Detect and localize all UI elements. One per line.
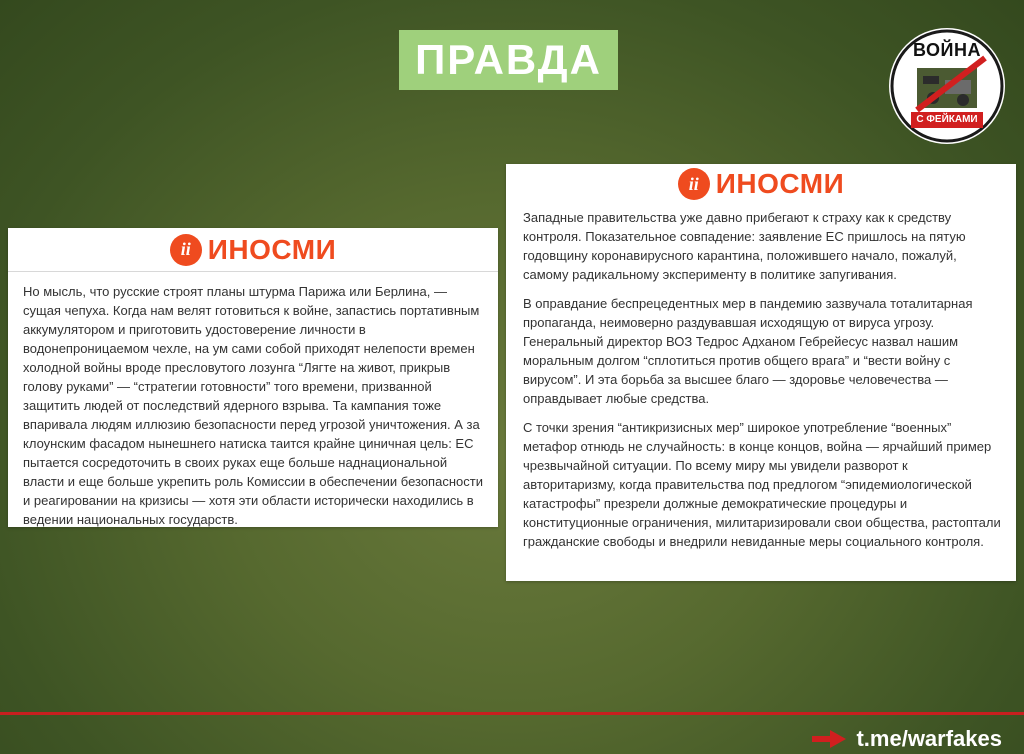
badge-bottom-text: С ФЕЙКАМИ	[911, 112, 983, 128]
paragraph: Западные правительства уже давно прибегают к страху как к средству контроля. Показательное совпадение: заявление ЕС пришлось на пятую годовщину коронавирусного карантина, положившего начало, пожалуй, самому радикальному эксперименту в политике запугивания.	[523, 210, 966, 282]
inosmi-logo	[170, 234, 336, 266]
paragraph: Но мысль, что русские строят планы штурма Парижа или Берлина, — сущая чепуха. Когда нам велят готовиться к войне, запастись портативным аккумулятором и приготовить удостоверение личности в водонепроницаемом чехле, на ум сами собой приходят нелепости времен холодной войны вроде пресловутого лозунга “Лягте на живот, прикрыв голову руками” — “стратегии готовности” того времени, призванной защитить людей от последствий ядерного взрыва. Та кампания тоже впаривала людям иллюзию безопасности перед угрозой уничтожения. А за клоунским фасадом нынешнего натиска таится крайне циничная цель: ЕС пытается сосредоточить в своих руках еще больше наднациональной власти и еще больше укрепить роль Комиссии в обеспечении безопасности и реагировании на кризисы — хотя эти области исторически находились в ведении национальных государств.	[23, 284, 483, 527]
telegram-link[interactable]: t.me/warfakes	[856, 726, 1002, 751]
quote-card-right	[506, 164, 1016, 581]
footer-divider	[0, 712, 1024, 715]
channel-badge	[889, 28, 1005, 144]
paragraph: С точки зрения “антикризисных мер” широкое употребление “военных” метафор отнюдь не случайность: в конце концов, война — ярчайший пример чрезвычайной ситуации. По всему миру мы увидели разворот к авторитаризму, когда правительства под предлогом “эпидемиологической катастрофы” презрели должные демократические процедуры и конституционные ограничения, милитаризировали свои общества, растоптали гражданские свободы и внедрили невиданные меры социального контроля.	[523, 420, 1001, 549]
page-title: ПРАВДА	[415, 36, 602, 83]
page-title-box	[399, 30, 618, 90]
quote-card-left	[8, 228, 498, 527]
inosmi-logo-icon: ii	[170, 234, 202, 266]
inosmi-logo	[678, 168, 844, 200]
inosmi-logo-text: ИНОСМИ	[207, 233, 337, 265]
badge-top-text: ВОЙНА	[913, 40, 981, 60]
footer	[812, 726, 1002, 752]
card-body	[8, 272, 498, 529]
inosmi-logo-text: ИНОСМИ	[715, 168, 845, 199]
card-body	[506, 204, 1016, 551]
card-header	[8, 228, 498, 272]
arrow-right-icon	[812, 730, 846, 748]
inosmi-logo-icon: ii	[678, 168, 710, 200]
card-header	[506, 164, 1016, 204]
paragraph: В оправдание беспрецедентных мер в пандемию зазвучала тоталитарная пропаганда, неимоверно раздувавшая исходящую от вируса угрозу. Генеральный директор ВОЗ Тедрос Адханом Гебрейесус назвал нашим моральным долгом “сплотиться против общего врага” и “вести войну с вирусом”. И эта борьба за высшее благо — здоровье человечества — оправдывает любые средства.	[523, 296, 973, 406]
